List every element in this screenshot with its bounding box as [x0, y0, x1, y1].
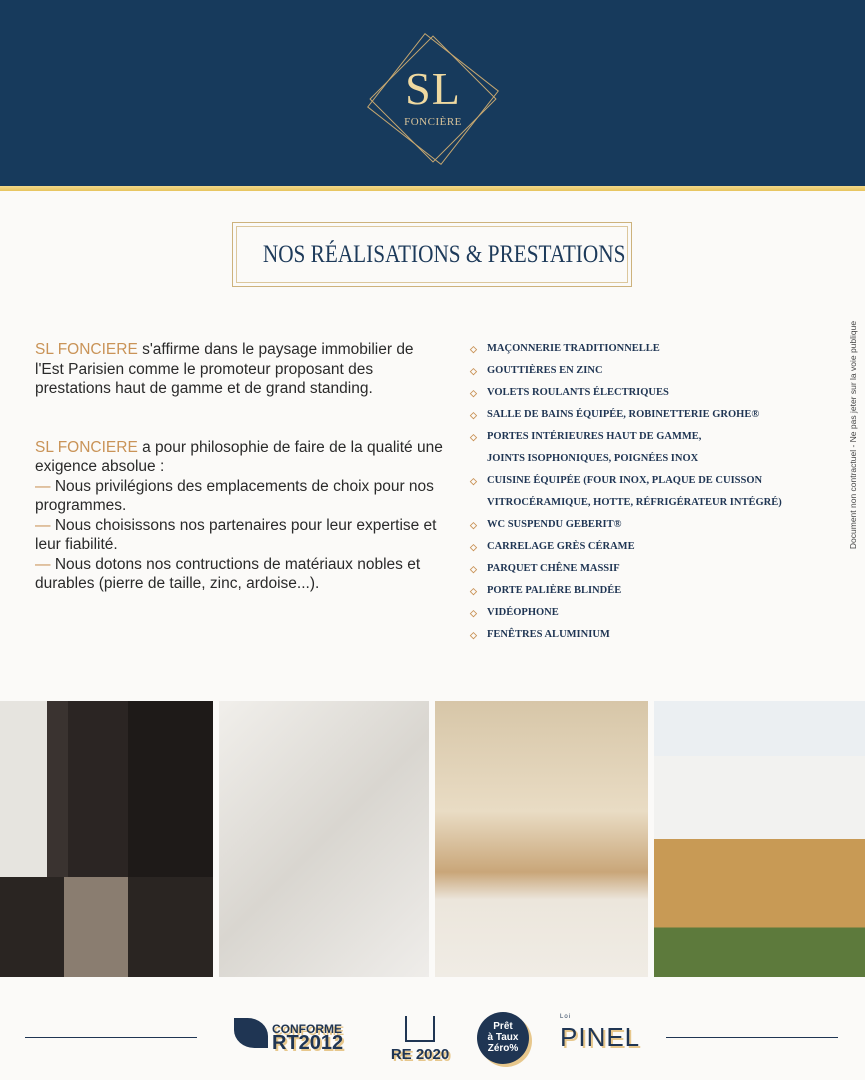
- disclaimer: Document non contractuel - Ne pas jeter sur la voie publique: [848, 320, 858, 550]
- prestation-item: ◇ VOLETS ROULANTS ÉLECTRIQUES: [470, 382, 782, 404]
- prestation-item: ◇ PARQUET CHÊNE MASSIF: [470, 558, 782, 580]
- leaf-icon: [234, 1018, 268, 1048]
- ptz-badge: Prêt à Taux Zéro%: [477, 1012, 529, 1064]
- prestation-item: ◇ GOUTTIÈRES EN ZINC: [470, 360, 782, 382]
- house-icon: [405, 1016, 435, 1042]
- prestation-item: ◇ VIDÉOPHONE: [470, 602, 782, 624]
- intro-paragraph-1: SL FONCIERE s'affirme dans le paysage immobilier de l'Est Parisien comme le promoteur proposant des prestations haut de gamme et de grand standing.: [35, 341, 414, 397]
- prestation-item: JOINTS ISOPHONIQUES, POIGNÉES INOX: [487, 453, 699, 464]
- prestation-item: ◇ CUISINE ÉQUIPÉE (FOUR INOX, PLAQUE DE CUISSON: [470, 470, 782, 492]
- prestation-item: ◇ CARRELAGE GRÈS CÉRAME: [470, 536, 782, 558]
- diamond-icon: ◇: [470, 388, 477, 398]
- prestation-item: ◇ PORTE PALIÈRE BLINDÉE: [470, 580, 782, 602]
- footer-line-left: [25, 1037, 197, 1038]
- photo-bathroom: [435, 701, 648, 977]
- photo-house-exterior: [654, 701, 865, 977]
- photo-marble-shower: [219, 701, 429, 977]
- diamond-icon: ◇: [470, 432, 477, 442]
- intro-text: [35, 340, 445, 594]
- diamond-icon: ◇: [470, 630, 477, 640]
- prestations-list: [470, 338, 782, 646]
- pinel-badge: Loi PINEL: [560, 1014, 641, 1052]
- prestation-item: ◇ MAÇONNERIE TRADITIONNELLE: [470, 338, 782, 360]
- diamond-icon: ◇: [470, 410, 477, 420]
- footer-line-right: [666, 1037, 838, 1038]
- prestation-item: VITROCÉRAMIQUE, HOTTE, RÉFRIGÉRATEUR INTÉGRÉ): [487, 497, 782, 508]
- diamond-icon: ◇: [470, 542, 477, 552]
- section-title-box: [232, 222, 632, 287]
- diamond-icon: ◇: [470, 520, 477, 530]
- diamond-icon: ◇: [470, 564, 477, 574]
- diamond-icon: ◇: [470, 586, 477, 596]
- certification-badges: CONFORME RT2012 RE 2020 Prêt à Taux Zéro% Loi PINEL: [230, 1008, 640, 1068]
- re2020-badge: RE 2020: [385, 1008, 455, 1063]
- prestation-item: ◇ FENÊTRES ALUMINIUM: [470, 624, 782, 646]
- page-title: NOS RÉALISATIONS & PRESTATIONS: [262, 241, 626, 268]
- prestation-item: ◇ PORTES INTÉRIEURES HAUT DE GAMME,: [470, 426, 782, 448]
- photo-kitchen: [0, 701, 213, 977]
- diamond-icon: ◇: [470, 366, 477, 376]
- sl-fonciere-logo: SL FONCIÈRE: [362, 28, 504, 170]
- diamond-icon: ◇: [470, 608, 477, 618]
- intro-paragraph-2: SL FONCIERE a pour philosophie de faire de la qualité une exigence absolue : — Nous privilégions des emplacements de choix pour nos programmes. — Nous choisissons nos partenaires pour leur expertise et leur fiabilité. — Nous dotons nos contructions de matériaux nobles et durables (pierre de taille, zinc, ardoise...).: [35, 438, 443, 592]
- prestation-item: ◇ WC SUSPENDU GEBERIT®: [470, 514, 782, 536]
- prestation-item: ◇ SALLE DE BAINS ÉQUIPÉE, ROBINETTERIE GROHE®: [470, 404, 782, 426]
- gold-divider: [0, 186, 865, 191]
- diamond-icon: ◇: [470, 344, 477, 354]
- diamond-icon: ◇: [470, 476, 477, 486]
